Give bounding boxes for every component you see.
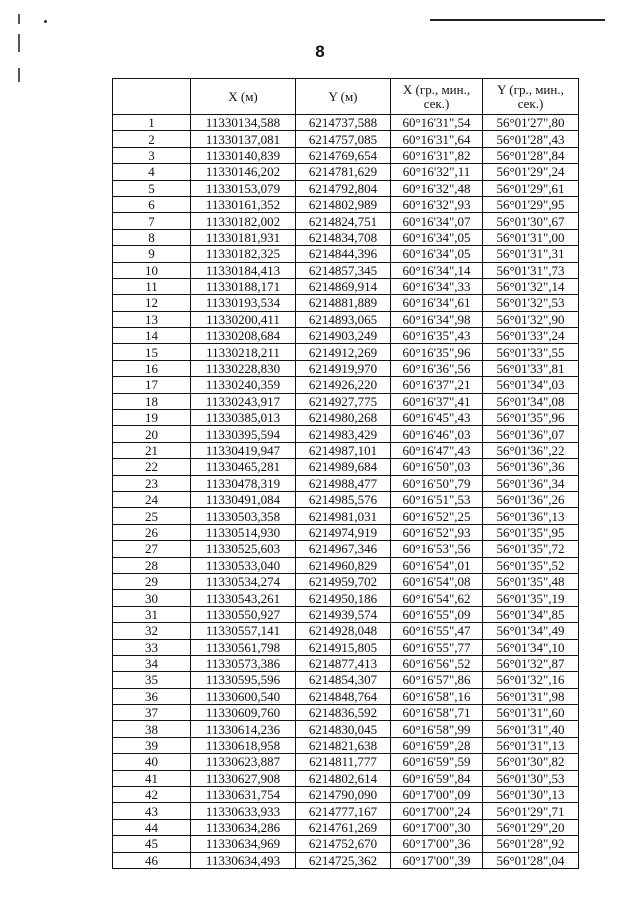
- cell-y-degrees: 56°01'34",10: [483, 639, 579, 655]
- table-row: [113, 311, 579, 327]
- cell-y-meters: 6214834,708: [296, 229, 391, 245]
- table-row: [113, 852, 579, 868]
- cell-y-meters: 6214802,614: [296, 770, 391, 786]
- cell-point-number: 17: [113, 377, 191, 393]
- cell-point-number: 31: [113, 606, 191, 622]
- cell-x-meters: 11330623,887: [191, 754, 296, 770]
- cell-x-meters: 11330181,931: [191, 229, 296, 245]
- cell-y-meters: 6214781,629: [296, 164, 391, 180]
- table-header-row: [113, 79, 579, 115]
- cell-point-number: 29: [113, 573, 191, 589]
- cell-y-meters: 6214811,777: [296, 754, 391, 770]
- cell-x-meters: 11330188,171: [191, 278, 296, 294]
- table-row: [113, 278, 579, 294]
- cell-x-meters: 11330395,594: [191, 426, 296, 442]
- cell-point-number: 40: [113, 754, 191, 770]
- cell-y-degrees: 56°01'35",48: [483, 573, 579, 589]
- cell-y-degrees: 56°01'29",95: [483, 196, 579, 212]
- table-row: [113, 491, 579, 507]
- cell-y-meters: 6214985,576: [296, 491, 391, 507]
- cell-x-degrees: 60°16'58",99: [391, 721, 483, 737]
- cell-y-meters: 6214830,045: [296, 721, 391, 737]
- table-row: [113, 410, 579, 426]
- cell-y-degrees: 56°01'29",71: [483, 803, 579, 819]
- cell-point-number: 38: [113, 721, 191, 737]
- cell-x-meters: 11330182,325: [191, 246, 296, 262]
- cell-x-meters: 11330491,084: [191, 491, 296, 507]
- cell-x-degrees: 60°16'35",96: [391, 344, 483, 360]
- cell-x-degrees: 60°16'57",86: [391, 672, 483, 688]
- cell-point-number: 23: [113, 475, 191, 491]
- cell-x-meters: 11330533,040: [191, 557, 296, 573]
- table-row: [113, 295, 579, 311]
- cell-x-meters: 11330134,588: [191, 115, 296, 131]
- cell-y-meters: 6214757,085: [296, 131, 391, 147]
- cell-x-degrees: 60°16'32",93: [391, 196, 483, 212]
- cell-x-degrees: 60°16'34",05: [391, 229, 483, 245]
- header-point-number: [113, 79, 191, 115]
- cell-point-number: 18: [113, 393, 191, 409]
- cell-y-degrees: 56°01'33",55: [483, 344, 579, 360]
- cell-y-meters: 6214981,031: [296, 508, 391, 524]
- coordinates-table: [112, 78, 579, 869]
- cell-point-number: 25: [113, 508, 191, 524]
- cell-x-meters: 11330618,958: [191, 737, 296, 753]
- cell-point-number: 2: [113, 131, 191, 147]
- cell-x-meters: 11330208,684: [191, 328, 296, 344]
- cell-y-meters: 6214928,048: [296, 623, 391, 639]
- cell-y-degrees: 56°01'34",03: [483, 377, 579, 393]
- cell-y-degrees: 56°01'33",81: [483, 360, 579, 376]
- cell-y-degrees: 56°01'32",90: [483, 311, 579, 327]
- cell-point-number: 41: [113, 770, 191, 786]
- cell-x-meters: 11330182,002: [191, 213, 296, 229]
- cell-y-meters: 6214844,396: [296, 246, 391, 262]
- cell-x-meters: 11330514,930: [191, 524, 296, 540]
- cell-y-meters: 6214821,638: [296, 737, 391, 753]
- cell-y-meters: 6214950,186: [296, 590, 391, 606]
- cell-point-number: 24: [113, 491, 191, 507]
- cell-y-meters: 6214915,805: [296, 639, 391, 655]
- table-row: [113, 655, 579, 671]
- table-row: [113, 541, 579, 557]
- table-row: [113, 754, 579, 770]
- cell-y-degrees: 56°01'36",07: [483, 426, 579, 442]
- cell-x-meters: 11330218,211: [191, 344, 296, 360]
- cell-y-degrees: 56°01'36",22: [483, 442, 579, 458]
- header-y-degrees: Y (гр., мин., сек.): [483, 79, 579, 115]
- cell-y-meters: 6214967,346: [296, 541, 391, 557]
- cell-x-degrees: 60°17'00",24: [391, 803, 483, 819]
- cell-x-degrees: 60°16'53",56: [391, 541, 483, 557]
- cell-x-degrees: 60°16'50",79: [391, 475, 483, 491]
- cell-x-degrees: 60°16'34",98: [391, 311, 483, 327]
- cell-y-meters: 6214980,268: [296, 410, 391, 426]
- cell-y-degrees: 56°01'36",34: [483, 475, 579, 491]
- cell-y-degrees: 56°01'32",87: [483, 655, 579, 671]
- cell-x-meters: 11330140,839: [191, 147, 296, 163]
- cell-point-number: 4: [113, 164, 191, 180]
- table-row: [113, 393, 579, 409]
- cell-y-meters: 6214903,249: [296, 328, 391, 344]
- cell-y-meters: 6214836,592: [296, 705, 391, 721]
- cell-y-degrees: 56°01'29",61: [483, 180, 579, 196]
- cell-y-degrees: 56°01'31",60: [483, 705, 579, 721]
- table-row: [113, 688, 579, 704]
- cell-x-meters: 11330600,540: [191, 688, 296, 704]
- cell-y-degrees: 56°01'31",73: [483, 262, 579, 278]
- cell-point-number: 8: [113, 229, 191, 245]
- cell-point-number: 28: [113, 557, 191, 573]
- cell-point-number: 15: [113, 344, 191, 360]
- table-row: [113, 836, 579, 852]
- cell-point-number: 13: [113, 311, 191, 327]
- cell-y-meters: 6214926,220: [296, 377, 391, 393]
- cell-x-meters: 11330634,286: [191, 819, 296, 835]
- cell-y-degrees: 56°01'31",13: [483, 737, 579, 753]
- cell-x-degrees: 60°17'00",30: [391, 819, 483, 835]
- cell-y-meters: 6214854,307: [296, 672, 391, 688]
- table-row: [113, 606, 579, 622]
- cell-x-meters: 11330561,798: [191, 639, 296, 655]
- cell-y-degrees: 56°01'34",08: [483, 393, 579, 409]
- cell-y-degrees: 56°01'31",00: [483, 229, 579, 245]
- table-row: [113, 475, 579, 491]
- cell-x-degrees: 60°16'55",47: [391, 623, 483, 639]
- scan-artifact-dot: [44, 20, 47, 23]
- cell-x-meters: 11330228,830: [191, 360, 296, 376]
- header-y-meters: Y (м): [296, 79, 391, 115]
- cell-x-meters: 11330503,358: [191, 508, 296, 524]
- cell-y-meters: 6214737,588: [296, 115, 391, 131]
- table-row: [113, 623, 579, 639]
- cell-point-number: 20: [113, 426, 191, 442]
- cell-y-degrees: 56°01'35",72: [483, 541, 579, 557]
- cell-x-meters: 11330573,386: [191, 655, 296, 671]
- cell-x-degrees: 60°16'35",43: [391, 328, 483, 344]
- cell-point-number: 42: [113, 787, 191, 803]
- scan-artifact-line: [430, 19, 605, 21]
- cell-x-meters: 11330478,319: [191, 475, 296, 491]
- cell-point-number: 11: [113, 278, 191, 294]
- cell-point-number: 45: [113, 836, 191, 852]
- table-row: [113, 770, 579, 786]
- cell-x-meters: 11330193,534: [191, 295, 296, 311]
- cell-x-degrees: 60°16'46",03: [391, 426, 483, 442]
- table-row: [113, 213, 579, 229]
- cell-y-degrees: 56°01'32",16: [483, 672, 579, 688]
- cell-x-meters: 11330634,493: [191, 852, 296, 868]
- cell-y-meters: 6214848,764: [296, 688, 391, 704]
- cell-x-meters: 11330525,603: [191, 541, 296, 557]
- cell-y-meters: 6214919,970: [296, 360, 391, 376]
- cell-y-meters: 6214893,065: [296, 311, 391, 327]
- cell-x-meters: 11330550,927: [191, 606, 296, 622]
- cell-x-degrees: 60°16'34",07: [391, 213, 483, 229]
- table-row: [113, 524, 579, 540]
- cell-y-meters: 6214802,989: [296, 196, 391, 212]
- table-row: [113, 590, 579, 606]
- table-row: [113, 442, 579, 458]
- cell-x-meters: 11330633,933: [191, 803, 296, 819]
- cell-point-number: 1: [113, 115, 191, 131]
- cell-x-degrees: 60°17'00",09: [391, 787, 483, 803]
- cell-y-meters: 6214983,429: [296, 426, 391, 442]
- cell-y-degrees: 56°01'28",04: [483, 852, 579, 868]
- cell-y-degrees: 56°01'35",52: [483, 557, 579, 573]
- cell-point-number: 22: [113, 459, 191, 475]
- cell-x-degrees: 60°16'59",59: [391, 754, 483, 770]
- cell-point-number: 34: [113, 655, 191, 671]
- cell-y-degrees: 56°01'31",40: [483, 721, 579, 737]
- cell-y-meters: 6214960,829: [296, 557, 391, 573]
- cell-x-meters: 11330627,908: [191, 770, 296, 786]
- cell-x-degrees: 60°16'37",41: [391, 393, 483, 409]
- cell-x-meters: 11330534,274: [191, 573, 296, 589]
- cell-x-degrees: 60°17'00",39: [391, 852, 483, 868]
- cell-x-degrees: 60°16'54",01: [391, 557, 483, 573]
- cell-point-number: 14: [113, 328, 191, 344]
- cell-y-meters: 6214761,269: [296, 819, 391, 835]
- table-row: [113, 639, 579, 655]
- cell-y-meters: 6214777,167: [296, 803, 391, 819]
- cell-point-number: 33: [113, 639, 191, 655]
- cell-x-meters: 11330161,352: [191, 196, 296, 212]
- cell-y-degrees: 56°01'31",31: [483, 246, 579, 262]
- cell-x-degrees: 60°16'55",77: [391, 639, 483, 655]
- table-row: [113, 164, 579, 180]
- cell-x-degrees: 60°16'32",11: [391, 164, 483, 180]
- cell-y-degrees: 56°01'36",13: [483, 508, 579, 524]
- cell-x-degrees: 60°16'58",16: [391, 688, 483, 704]
- cell-y-meters: 6214725,362: [296, 852, 391, 868]
- cell-point-number: 30: [113, 590, 191, 606]
- cell-y-degrees: 56°01'34",85: [483, 606, 579, 622]
- table-row: [113, 721, 579, 737]
- cell-x-degrees: 60°16'51",53: [391, 491, 483, 507]
- cell-point-number: 46: [113, 852, 191, 868]
- cell-y-degrees: 56°01'36",26: [483, 491, 579, 507]
- cell-x-meters: 11330465,281: [191, 459, 296, 475]
- table-row: [113, 115, 579, 131]
- cell-x-meters: 11330137,081: [191, 131, 296, 147]
- cell-y-degrees: 56°01'35",96: [483, 410, 579, 426]
- cell-x-meters: 11330631,754: [191, 787, 296, 803]
- cell-y-degrees: 56°01'31",98: [483, 688, 579, 704]
- cell-y-meters: 6214939,574: [296, 606, 391, 622]
- table-row: [113, 557, 579, 573]
- table-row: [113, 131, 579, 147]
- cell-point-number: 5: [113, 180, 191, 196]
- header-x-degrees: X (гр., мин., сек.): [391, 79, 483, 115]
- cell-x-meters: 11330146,202: [191, 164, 296, 180]
- cell-y-degrees: 56°01'34",49: [483, 623, 579, 639]
- cell-x-degrees: 60°16'52",25: [391, 508, 483, 524]
- cell-y-meters: 6214989,684: [296, 459, 391, 475]
- cell-y-degrees: 56°01'35",19: [483, 590, 579, 606]
- table-row: [113, 573, 579, 589]
- table-row: [113, 426, 579, 442]
- cell-x-meters: 11330184,413: [191, 262, 296, 278]
- cell-x-degrees: 60°16'52",93: [391, 524, 483, 540]
- cell-x-degrees: 60°16'54",08: [391, 573, 483, 589]
- cell-x-degrees: 60°16'31",64: [391, 131, 483, 147]
- cell-point-number: 6: [113, 196, 191, 212]
- cell-point-number: 12: [113, 295, 191, 311]
- cell-x-degrees: 60°16'55",09: [391, 606, 483, 622]
- cell-x-degrees: 60°16'32",48: [391, 180, 483, 196]
- cell-x-degrees: 60°17'00",36: [391, 836, 483, 852]
- cell-y-meters: 6214857,345: [296, 262, 391, 278]
- table-row: [113, 787, 579, 803]
- cell-y-degrees: 56°01'30",13: [483, 787, 579, 803]
- cell-point-number: 36: [113, 688, 191, 704]
- cell-y-degrees: 56°01'30",67: [483, 213, 579, 229]
- table-row: [113, 508, 579, 524]
- cell-x-meters: 11330614,236: [191, 721, 296, 737]
- cell-x-degrees: 60°16'58",71: [391, 705, 483, 721]
- cell-y-degrees: 56°01'30",53: [483, 770, 579, 786]
- scan-artifact-mark: [18, 68, 20, 82]
- cell-y-meters: 6214988,477: [296, 475, 391, 491]
- table-row: [113, 459, 579, 475]
- cell-x-degrees: 60°16'34",14: [391, 262, 483, 278]
- cell-y-meters: 6214959,702: [296, 573, 391, 589]
- cell-point-number: 32: [113, 623, 191, 639]
- table-row: [113, 344, 579, 360]
- cell-point-number: 19: [113, 410, 191, 426]
- cell-x-meters: 11330595,596: [191, 672, 296, 688]
- cell-point-number: 10: [113, 262, 191, 278]
- cell-y-meters: 6214824,751: [296, 213, 391, 229]
- cell-point-number: 21: [113, 442, 191, 458]
- cell-y-degrees: 56°01'29",20: [483, 819, 579, 835]
- scan-artifact-mark: [18, 14, 20, 24]
- cell-point-number: 44: [113, 819, 191, 835]
- table-row: [113, 705, 579, 721]
- table-row: [113, 819, 579, 835]
- cell-x-meters: 11330153,079: [191, 180, 296, 196]
- cell-point-number: 37: [113, 705, 191, 721]
- cell-x-degrees: 60°16'31",82: [391, 147, 483, 163]
- cell-y-meters: 6214877,413: [296, 655, 391, 671]
- cell-x-meters: 11330557,141: [191, 623, 296, 639]
- cell-y-meters: 6214752,670: [296, 836, 391, 852]
- cell-x-degrees: 60°16'45",43: [391, 410, 483, 426]
- cell-y-meters: 6214790,090: [296, 787, 391, 803]
- cell-x-meters: 11330200,411: [191, 311, 296, 327]
- cell-y-degrees: 56°01'29",24: [483, 164, 579, 180]
- table-row: [113, 229, 579, 245]
- cell-x-meters: 11330385,013: [191, 410, 296, 426]
- page-number: 8: [315, 42, 325, 61]
- cell-y-meters: 6214769,654: [296, 147, 391, 163]
- cell-y-meters: 6214869,914: [296, 278, 391, 294]
- cell-y-meters: 6214927,775: [296, 393, 391, 409]
- cell-x-degrees: 60°16'37",21: [391, 377, 483, 393]
- cell-point-number: 26: [113, 524, 191, 540]
- cell-point-number: 9: [113, 246, 191, 262]
- table-row: [113, 737, 579, 753]
- cell-y-degrees: 56°01'28",92: [483, 836, 579, 852]
- cell-point-number: 3: [113, 147, 191, 163]
- cell-x-meters: 11330634,969: [191, 836, 296, 852]
- table-row: [113, 196, 579, 212]
- cell-y-degrees: 56°01'36",36: [483, 459, 579, 475]
- cell-y-degrees: 56°01'33",24: [483, 328, 579, 344]
- table-row: [113, 377, 579, 393]
- cell-point-number: 39: [113, 737, 191, 753]
- cell-y-degrees: 56°01'32",14: [483, 278, 579, 294]
- table-row: [113, 360, 579, 376]
- cell-point-number: 7: [113, 213, 191, 229]
- cell-x-meters: 11330419,947: [191, 442, 296, 458]
- cell-y-degrees: 56°01'27",80: [483, 115, 579, 131]
- cell-x-degrees: 60°16'34",61: [391, 295, 483, 311]
- cell-x-degrees: 60°16'50",03: [391, 459, 483, 475]
- cell-x-meters: 11330609,760: [191, 705, 296, 721]
- header-x-meters: X (м): [191, 79, 296, 115]
- table-row: [113, 147, 579, 163]
- cell-y-degrees: 56°01'28",84: [483, 147, 579, 163]
- table-row: [113, 803, 579, 819]
- cell-x-degrees: 60°16'34",33: [391, 278, 483, 294]
- cell-x-meters: 11330243,917: [191, 393, 296, 409]
- table-row: [113, 262, 579, 278]
- cell-y-meters: 6214987,101: [296, 442, 391, 458]
- cell-point-number: 27: [113, 541, 191, 557]
- cell-x-meters: 11330240,359: [191, 377, 296, 393]
- cell-y-degrees: 56°01'28",43: [483, 131, 579, 147]
- cell-y-meters: 6214792,804: [296, 180, 391, 196]
- cell-y-meters: 6214912,269: [296, 344, 391, 360]
- cell-y-meters: 6214881,889: [296, 295, 391, 311]
- cell-point-number: 43: [113, 803, 191, 819]
- cell-x-degrees: 60°16'47",43: [391, 442, 483, 458]
- cell-x-degrees: 60°16'34",05: [391, 246, 483, 262]
- cell-x-degrees: 60°16'59",84: [391, 770, 483, 786]
- cell-y-meters: 6214974,919: [296, 524, 391, 540]
- cell-y-degrees: 56°01'30",82: [483, 754, 579, 770]
- table-row: [113, 180, 579, 196]
- table-row: [113, 246, 579, 262]
- cell-x-meters: 11330543,261: [191, 590, 296, 606]
- cell-x-degrees: 60°16'31",54: [391, 115, 483, 131]
- cell-y-degrees: 56°01'35",95: [483, 524, 579, 540]
- cell-x-degrees: 60°16'54",62: [391, 590, 483, 606]
- cell-x-degrees: 60°16'56",52: [391, 655, 483, 671]
- table-row: [113, 328, 579, 344]
- table-body: [113, 115, 579, 869]
- cell-point-number: 35: [113, 672, 191, 688]
- table-row: [113, 672, 579, 688]
- cell-x-degrees: 60°16'59",28: [391, 737, 483, 753]
- cell-y-degrees: 56°01'32",53: [483, 295, 579, 311]
- cell-x-degrees: 60°16'36",56: [391, 360, 483, 376]
- cell-point-number: 16: [113, 360, 191, 376]
